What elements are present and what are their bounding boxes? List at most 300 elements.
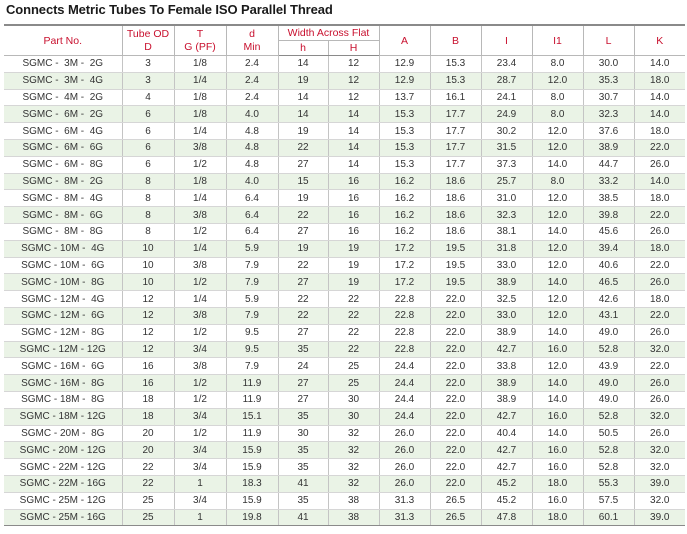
cell-tube-od: 20: [122, 442, 174, 459]
cell-dim-l: 38.9: [583, 139, 634, 156]
cell-dim-a: 26.0: [379, 459, 430, 476]
cell-dim-l: 55.3: [583, 475, 634, 492]
cell-dim-b: 22.0: [430, 408, 481, 425]
cell-width-h-small: 35: [278, 442, 328, 459]
cell-dim-i1: 14.0: [532, 223, 583, 240]
table-row: [4, 324, 685, 341]
cell-thread: 3/8: [174, 307, 226, 324]
cell-width-h-small: 27: [278, 391, 328, 408]
cell-dim-i1: 8.0: [532, 173, 583, 190]
col-header-thread-symbol: T: [196, 27, 204, 40]
cell-dim-b: 19.5: [430, 240, 481, 257]
cell-part-no: SGMC - 25M - 16G: [4, 509, 122, 526]
cell-dim-l: 52.8: [583, 341, 634, 358]
cell-tube-od: 6: [122, 123, 174, 140]
cell-bore-min: 4.0: [226, 106, 278, 123]
cell-dim-i1: 12.0: [532, 240, 583, 257]
cell-dim-l: 39.4: [583, 240, 634, 257]
cell-dim-i: 31.5: [481, 139, 532, 156]
cell-part-no: SGMC - 6M - 6G: [4, 139, 122, 156]
cell-bore-min: 15.1: [226, 408, 278, 425]
cell-part-no: SGMC - 10M - 8G: [4, 274, 122, 291]
cell-dim-i1: 16.0: [532, 459, 583, 476]
cell-dim-i1: 14.0: [532, 156, 583, 173]
cell-width-h-large: 22: [328, 324, 379, 341]
cell-dim-i1: 8.0: [532, 106, 583, 123]
cell-dim-l: 60.1: [583, 509, 634, 526]
cell-width-h-large: 14: [328, 106, 379, 123]
cell-bore-min: 19.8: [226, 509, 278, 526]
cell-dim-k: 26.0: [634, 274, 685, 291]
cell-dim-k: 18.0: [634, 123, 685, 140]
cell-dim-k: 22.0: [634, 257, 685, 274]
cell-thread: 1/4: [174, 291, 226, 308]
cell-bore-min: 15.9: [226, 442, 278, 459]
table-row: [4, 139, 685, 156]
cell-dim-l: 35.3: [583, 72, 634, 89]
cell-width-h-large: 22: [328, 307, 379, 324]
cell-dim-a: 22.8: [379, 341, 430, 358]
cell-dim-a: 17.2: [379, 274, 430, 291]
table-row: [4, 89, 685, 106]
col-header-h-large: H: [328, 41, 379, 56]
cell-dim-k: 18.0: [634, 72, 685, 89]
cell-width-h-large: 16: [328, 190, 379, 207]
cell-dim-a: 24.4: [379, 375, 430, 392]
cell-dim-i1: 12.0: [532, 291, 583, 308]
table-row: [4, 459, 685, 476]
cell-part-no: SGMC - 16M - 6G: [4, 358, 122, 375]
cell-tube-od: 12: [122, 291, 174, 308]
cell-width-h-small: 27: [278, 223, 328, 240]
cell-dim-b: 22.0: [430, 324, 481, 341]
cell-part-no: SGMC - 3M - 4G: [4, 72, 122, 89]
cell-dim-i: 24.9: [481, 106, 532, 123]
cell-thread: 3/4: [174, 442, 226, 459]
col-header-i1: I1: [532, 25, 583, 56]
cell-dim-a: 12.9: [379, 56, 430, 73]
cell-dim-i: 45.2: [481, 492, 532, 509]
cell-thread: 3/8: [174, 358, 226, 375]
cell-thread: 1: [174, 475, 226, 492]
cell-dim-b: 17.7: [430, 106, 481, 123]
cell-part-no: SGMC - 12M - 6G: [4, 307, 122, 324]
cell-dim-a: 26.0: [379, 425, 430, 442]
cell-part-no: SGMC - 12M - 12G: [4, 341, 122, 358]
cell-part-no: SGMC - 12M - 4G: [4, 291, 122, 308]
table-row: [4, 223, 685, 240]
cell-tube-od: 25: [122, 509, 174, 526]
cell-dim-i: 38.9: [481, 274, 532, 291]
col-header-tube-od-label: Tube OD: [126, 27, 170, 40]
col-header-part-no: Part No.: [4, 25, 122, 56]
cell-dim-i1: 16.0: [532, 341, 583, 358]
cell-width-h-large: 19: [328, 257, 379, 274]
cell-tube-od: 3: [122, 56, 174, 73]
cell-dim-b: 22.0: [430, 391, 481, 408]
cell-dim-k: 32.0: [634, 442, 685, 459]
cell-width-h-large: 16: [328, 173, 379, 190]
cell-dim-a: 17.2: [379, 257, 430, 274]
cell-tube-od: 18: [122, 391, 174, 408]
cell-dim-k: 22.0: [634, 207, 685, 224]
cell-dim-i: 38.9: [481, 375, 532, 392]
cell-dim-l: 49.0: [583, 391, 634, 408]
cell-dim-b: 15.3: [430, 72, 481, 89]
cell-dim-i: 32.3: [481, 207, 532, 224]
cell-width-h-small: 41: [278, 509, 328, 526]
cell-dim-b: 19.5: [430, 274, 481, 291]
cell-dim-a: 31.3: [379, 509, 430, 526]
cell-dim-a: 15.3: [379, 139, 430, 156]
cell-part-no: SGMC - 20M - 12G: [4, 442, 122, 459]
col-header-bore-label: Min: [243, 40, 261, 53]
cell-dim-i: 42.7: [481, 459, 532, 476]
cell-tube-od: 4: [122, 89, 174, 106]
cell-part-no: SGMC - 18M - 12G: [4, 408, 122, 425]
cell-thread: 1/4: [174, 123, 226, 140]
cell-bore-min: 7.9: [226, 307, 278, 324]
cell-thread: 1/2: [174, 156, 226, 173]
cell-width-h-large: 38: [328, 509, 379, 526]
cell-tube-od: 6: [122, 156, 174, 173]
table-row: [4, 156, 685, 173]
cell-width-h-large: 22: [328, 341, 379, 358]
cell-part-no: SGMC - 22M - 12G: [4, 459, 122, 476]
cell-part-no: SGMC - 8M - 4G: [4, 190, 122, 207]
cell-thread: 1/2: [174, 391, 226, 408]
table-row: [4, 341, 685, 358]
cell-dim-i: 32.5: [481, 291, 532, 308]
cell-dim-a: 13.7: [379, 89, 430, 106]
cell-bore-min: 9.5: [226, 341, 278, 358]
col-header-thread: [174, 25, 226, 56]
cell-dim-k: 39.0: [634, 509, 685, 526]
cell-dim-a: 17.2: [379, 240, 430, 257]
cell-dim-l: 52.8: [583, 408, 634, 425]
cell-dim-a: 22.8: [379, 324, 430, 341]
cell-dim-l: 43.1: [583, 307, 634, 324]
table-row: [4, 509, 685, 526]
cell-dim-k: 18.0: [634, 240, 685, 257]
cell-width-h-small: 14: [278, 106, 328, 123]
header-row-1: [4, 25, 685, 41]
cell-dim-l: 32.3: [583, 106, 634, 123]
cell-dim-i: 42.7: [481, 408, 532, 425]
cell-width-h-small: 19: [278, 240, 328, 257]
cell-dim-a: 15.3: [379, 106, 430, 123]
cell-dim-i: 38.9: [481, 324, 532, 341]
table-row: [4, 408, 685, 425]
cell-dim-i: 38.1: [481, 223, 532, 240]
cell-dim-k: 32.0: [634, 408, 685, 425]
cell-dim-i: 33.8: [481, 358, 532, 375]
cell-dim-a: 15.3: [379, 156, 430, 173]
cell-tube-od: 18: [122, 408, 174, 425]
cell-dim-a: 24.4: [379, 358, 430, 375]
cell-part-no: SGMC - 6M - 2G: [4, 106, 122, 123]
cell-dim-i: 25.7: [481, 173, 532, 190]
cell-dim-i1: 16.0: [532, 408, 583, 425]
cell-width-h-small: 27: [278, 274, 328, 291]
cell-dim-i1: 14.0: [532, 391, 583, 408]
cell-tube-od: 8: [122, 207, 174, 224]
col-header-k: K: [634, 25, 685, 56]
col-header-l: L: [583, 25, 634, 56]
cell-dim-l: 39.8: [583, 207, 634, 224]
cell-tube-od: 3: [122, 72, 174, 89]
cell-dim-i: 37.3: [481, 156, 532, 173]
cell-tube-od: 10: [122, 240, 174, 257]
cell-dim-b: 18.6: [430, 173, 481, 190]
cell-thread: 1/8: [174, 173, 226, 190]
col-header-thread-label: G (PF): [184, 40, 216, 53]
cell-dim-b: 22.0: [430, 442, 481, 459]
table-row: [4, 106, 685, 123]
cell-tube-od: 6: [122, 106, 174, 123]
col-header-bore: [226, 25, 278, 56]
cell-part-no: SGMC - 22M - 16G: [4, 475, 122, 492]
cell-width-h-large: 19: [328, 274, 379, 291]
cell-bore-min: 4.8: [226, 123, 278, 140]
cell-bore-min: 11.9: [226, 425, 278, 442]
cell-dim-k: 32.0: [634, 341, 685, 358]
cell-dim-i1: 12.0: [532, 139, 583, 156]
cell-dim-a: 12.9: [379, 72, 430, 89]
cell-tube-od: 6: [122, 139, 174, 156]
cell-dim-i1: 12.0: [532, 257, 583, 274]
cell-dim-a: 15.3: [379, 123, 430, 140]
cell-dim-i: 31.0: [481, 190, 532, 207]
cell-dim-l: 49.0: [583, 375, 634, 392]
cell-part-no: SGMC - 10M - 6G: [4, 257, 122, 274]
spec-table-body: [4, 56, 685, 526]
table-row: [4, 375, 685, 392]
cell-dim-b: 22.0: [430, 341, 481, 358]
cell-dim-a: 26.0: [379, 442, 430, 459]
cell-thread: 1/8: [174, 106, 226, 123]
cell-width-h-small: 35: [278, 492, 328, 509]
cell-tube-od: 16: [122, 358, 174, 375]
cell-dim-l: 49.0: [583, 324, 634, 341]
cell-width-h-large: 32: [328, 475, 379, 492]
cell-thread: 3/4: [174, 408, 226, 425]
cell-dim-a: 16.2: [379, 173, 430, 190]
cell-width-h-large: 30: [328, 391, 379, 408]
cell-thread: 1/2: [174, 375, 226, 392]
cell-width-h-small: 41: [278, 475, 328, 492]
table-row: [4, 56, 685, 73]
cell-dim-l: 50.5: [583, 425, 634, 442]
cell-thread: 1/4: [174, 240, 226, 257]
col-header-b: B: [430, 25, 481, 56]
cell-dim-i: 24.1: [481, 89, 532, 106]
cell-dim-l: 46.5: [583, 274, 634, 291]
cell-dim-k: 26.0: [634, 156, 685, 173]
cell-dim-i1: 14.0: [532, 375, 583, 392]
cell-width-h-large: 32: [328, 459, 379, 476]
cell-part-no: SGMC - 6M - 8G: [4, 156, 122, 173]
cell-dim-l: 45.6: [583, 223, 634, 240]
cell-tube-od: 16: [122, 375, 174, 392]
table-row: [4, 173, 685, 190]
cell-dim-b: 15.3: [430, 56, 481, 73]
cell-dim-l: 42.6: [583, 291, 634, 308]
cell-width-h-small: 27: [278, 324, 328, 341]
cell-dim-k: 14.0: [634, 56, 685, 73]
cell-dim-a: 22.8: [379, 291, 430, 308]
cell-part-no: SGMC - 6M - 4G: [4, 123, 122, 140]
table-row: [4, 307, 685, 324]
cell-bore-min: 11.9: [226, 391, 278, 408]
cell-dim-i: 38.9: [481, 391, 532, 408]
cell-thread: 1/2: [174, 324, 226, 341]
cell-dim-i1: 18.0: [532, 475, 583, 492]
col-header-tube-od-symbol: D: [144, 40, 152, 53]
cell-width-h-large: 14: [328, 123, 379, 140]
cell-width-h-small: 19: [278, 123, 328, 140]
cell-width-h-large: 19: [328, 240, 379, 257]
cell-thread: 1/8: [174, 56, 226, 73]
cell-dim-l: 30.7: [583, 89, 634, 106]
cell-dim-i: 42.7: [481, 442, 532, 459]
cell-width-h-small: 27: [278, 375, 328, 392]
table-row: [4, 391, 685, 408]
cell-dim-a: 31.3: [379, 492, 430, 509]
cell-width-h-large: 30: [328, 408, 379, 425]
cell-dim-i: 40.4: [481, 425, 532, 442]
cell-dim-i1: 12.0: [532, 307, 583, 324]
cell-thread: 3/8: [174, 207, 226, 224]
col-header-i: I: [481, 25, 532, 56]
table-row: [4, 190, 685, 207]
cell-dim-i: 42.7: [481, 341, 532, 358]
cell-dim-i1: 12.0: [532, 123, 583, 140]
cell-tube-od: 22: [122, 459, 174, 476]
cell-dim-a: 24.4: [379, 391, 430, 408]
cell-part-no: SGMC - 12M - 8G: [4, 324, 122, 341]
table-row: [4, 257, 685, 274]
cell-dim-l: 40.6: [583, 257, 634, 274]
cell-dim-b: 22.0: [430, 307, 481, 324]
table-row: [4, 240, 685, 257]
cell-part-no: SGMC - 8M - 6G: [4, 207, 122, 224]
cell-bore-min: 6.4: [226, 207, 278, 224]
cell-bore-min: 18.3: [226, 475, 278, 492]
cell-dim-k: 18.0: [634, 291, 685, 308]
cell-tube-od: 10: [122, 274, 174, 291]
table-row: [4, 475, 685, 492]
cell-dim-i1: 14.0: [532, 425, 583, 442]
cell-dim-l: 37.6: [583, 123, 634, 140]
cell-dim-k: 14.0: [634, 89, 685, 106]
table-row: [4, 492, 685, 509]
cell-dim-k: 26.0: [634, 324, 685, 341]
col-header-h-small: h: [278, 41, 328, 56]
cell-dim-k: 32.0: [634, 492, 685, 509]
col-header-width-across-flat: Width Across Flat: [278, 25, 379, 41]
cell-bore-min: 7.9: [226, 257, 278, 274]
col-header-a: A: [379, 25, 430, 56]
cell-width-h-large: 12: [328, 89, 379, 106]
cell-width-h-small: 15: [278, 173, 328, 190]
cell-width-h-large: 14: [328, 156, 379, 173]
cell-width-h-large: 16: [328, 223, 379, 240]
cell-dim-k: 32.0: [634, 459, 685, 476]
cell-dim-i: 47.8: [481, 509, 532, 526]
cell-width-h-large: 12: [328, 56, 379, 73]
table-row: [4, 207, 685, 224]
cell-width-h-large: 32: [328, 442, 379, 459]
cell-dim-b: 18.6: [430, 207, 481, 224]
spec-table: [4, 24, 685, 526]
cell-dim-i1: 14.0: [532, 274, 583, 291]
cell-part-no: SGMC - 16M - 8G: [4, 375, 122, 392]
cell-thread: 3/8: [174, 139, 226, 156]
cell-dim-i: 45.2: [481, 475, 532, 492]
cell-width-h-large: 22: [328, 291, 379, 308]
cell-width-h-small: 35: [278, 341, 328, 358]
cell-dim-k: 26.0: [634, 425, 685, 442]
cell-dim-l: 52.8: [583, 442, 634, 459]
cell-dim-l: 57.5: [583, 492, 634, 509]
cell-dim-k: 22.0: [634, 358, 685, 375]
cell-dim-a: 16.2: [379, 190, 430, 207]
cell-part-no: SGMC - 4M - 2G: [4, 89, 122, 106]
cell-part-no: SGMC - 10M - 4G: [4, 240, 122, 257]
cell-bore-min: 4.8: [226, 156, 278, 173]
cell-dim-l: 38.5: [583, 190, 634, 207]
cell-dim-i: 31.8: [481, 240, 532, 257]
cell-thread: 1/2: [174, 425, 226, 442]
cell-thread: 1/2: [174, 223, 226, 240]
cell-tube-od: 10: [122, 257, 174, 274]
cell-dim-k: 26.0: [634, 223, 685, 240]
cell-tube-od: 12: [122, 341, 174, 358]
cell-thread: 1: [174, 509, 226, 526]
cell-width-h-small: 35: [278, 408, 328, 425]
cell-width-h-large: 32: [328, 425, 379, 442]
cell-width-h-small: 22: [278, 207, 328, 224]
cell-dim-k: 26.0: [634, 375, 685, 392]
cell-dim-i1: 18.0: [532, 509, 583, 526]
cell-bore-min: 15.9: [226, 459, 278, 476]
cell-tube-od: 8: [122, 190, 174, 207]
cell-width-h-large: 25: [328, 358, 379, 375]
cell-thread: 3/4: [174, 459, 226, 476]
cell-dim-k: 14.0: [634, 106, 685, 123]
table-row: [4, 274, 685, 291]
cell-dim-b: 22.0: [430, 291, 481, 308]
cell-dim-k: 14.0: [634, 173, 685, 190]
cell-dim-k: 18.0: [634, 190, 685, 207]
cell-dim-b: 17.7: [430, 139, 481, 156]
table-row: [4, 72, 685, 89]
cell-part-no: SGMC - 8M - 8G: [4, 223, 122, 240]
cell-thread: 1/8: [174, 89, 226, 106]
cell-dim-i: 33.0: [481, 257, 532, 274]
cell-dim-a: 26.0: [379, 475, 430, 492]
cell-dim-b: 26.5: [430, 509, 481, 526]
cell-bore-min: 4.0: [226, 173, 278, 190]
cell-dim-b: 22.0: [430, 475, 481, 492]
cell-dim-i1: 8.0: [532, 56, 583, 73]
cell-dim-i1: 14.0: [532, 324, 583, 341]
cell-thread: 1/4: [174, 190, 226, 207]
cell-part-no: SGMC - 25M - 12G: [4, 492, 122, 509]
cell-dim-i: 23.4: [481, 56, 532, 73]
cell-width-h-small: 19: [278, 72, 328, 89]
